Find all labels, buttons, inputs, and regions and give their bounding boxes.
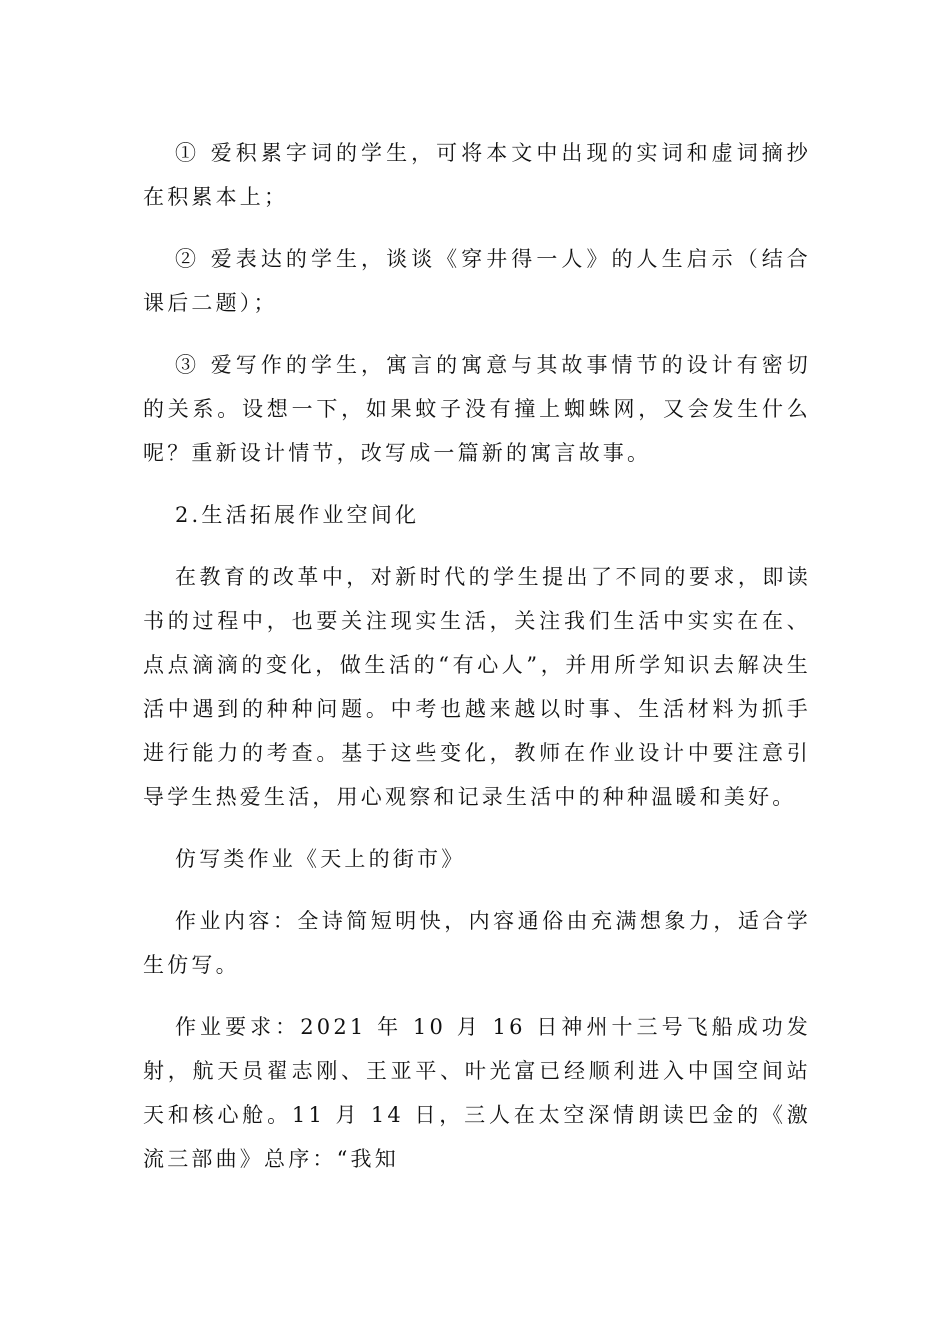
subsection-heading: 仿写类作业《天上的街市》 [175,847,466,871]
paragraph-item-2: ② 爱表达的学生，谈谈《穿井得一人》的人生启示（结合课后二题）； [143,247,811,315]
paragraph-item-1: ① 爱积累字词的学生，可将本文中出现的实词和虚词摘抄在积累本上； [143,141,811,209]
assignment-content: 作业内容：全诗简短明快，内容通俗由充满想象力，适合学生仿写。 [143,909,811,977]
section-heading: 2.生活拓展作业空间化 [175,503,420,527]
paragraph-item-3: ③ 爱写作的学生，寓言的寓意与其故事情节的设计有密切的关系。设想一下，如果蚊子没有撞上蜘蛛网，又会发生什么呢？重新设计情节，改写成一篇新的寓言故事。 [143,353,811,465]
document-page [143,131,811,1199]
assignment-requirement: 作业要求：2021 年 10 月 16 日神州十三号飞船成功发射，航天员翟志刚、王亚平、叶光富已经顺利进入中国空间站天和核心舱。11 月 14 日，三人在太空深情朗读巴金的《激流三部曲》总序：“我知 [143,1015,811,1171]
paragraph-body: 在教育的改革中，对新时代的学生提出了不同的要求，即读书的过程中，也要关注现实生活，关注我们生活中实实在在、点点滴滴的变化，做生活的“有心人”，并用所学知识去解决生活中遇到的种种问题。中考也越来越以时事、生活材料为抓手进行能力的考查。基于这些变化，教师在作业设计中要注意引导学生热爱生活，用心观察和记录生活中的种种温暖和美好。 [143,565,811,809]
